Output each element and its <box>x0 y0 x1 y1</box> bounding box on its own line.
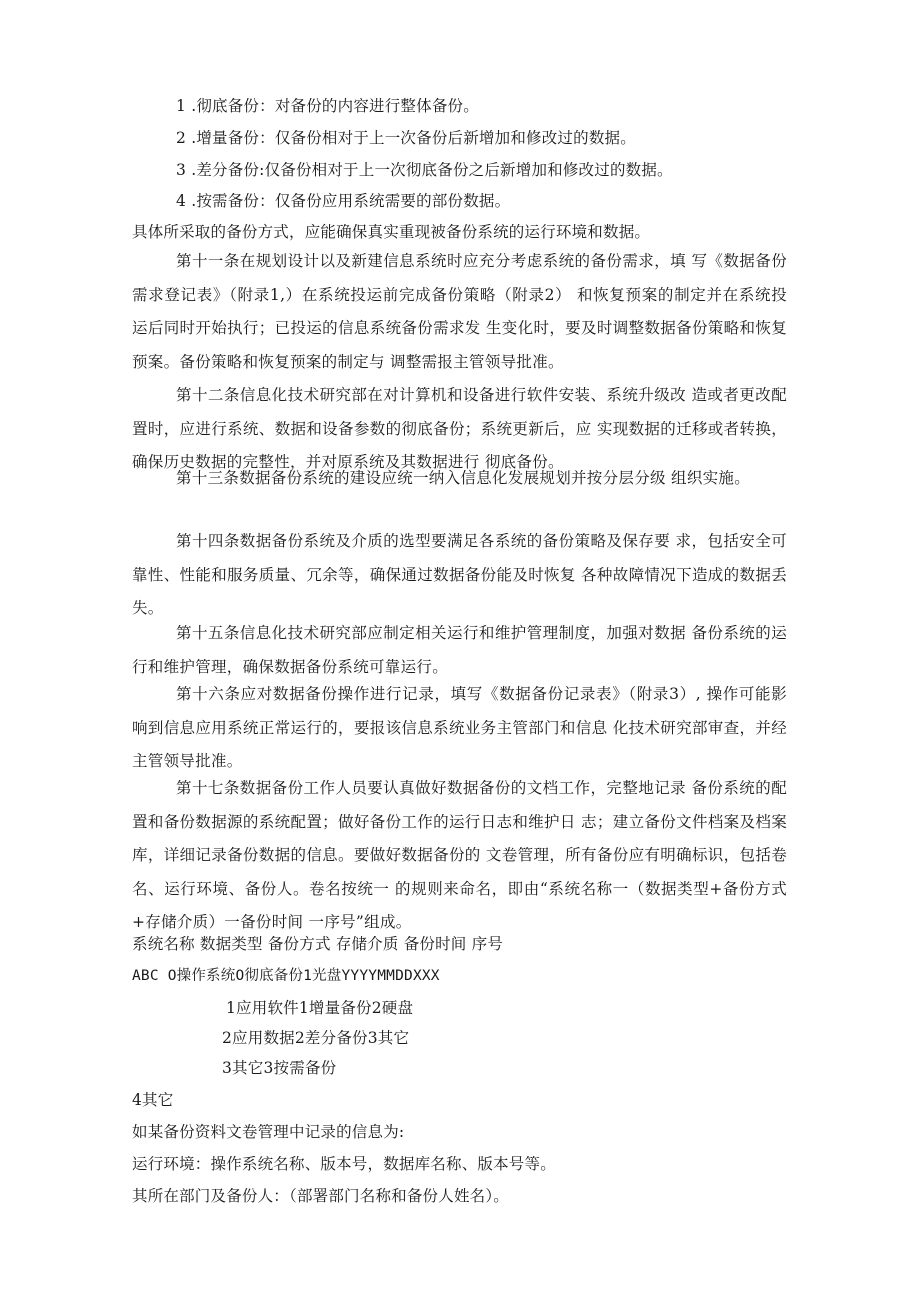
article-17: 第十七条数据备份工作人员要认真做好数据备份的文档工作，完整地记录 备份系统的配置和备份数据源的系统配置；做好备份工作的运行日志和维护日 志；建立备份文件档案及档案库，详细记录备份数据的信息。要做好数据备份的 文卷管理，所有备份应有明确标识，包括卷名、运行环境、备份人。卷名按统一 的规则来命名，即由“系统名称一（数据类型+备份方式+存储介质）一备份时间 一序号”组成。 <box>132 779 787 931</box>
naming-table-row: ABC O操作系统O彻底备份1光盘YYYYMMDDXXX <box>132 968 440 984</box>
naming-table-row: 4其它 <box>132 1091 174 1109</box>
naming-table-row: 3其它3按需备份 <box>222 1059 337 1077</box>
naming-table-row: 2应用数据2差分备份3其它 <box>222 1029 410 1047</box>
list-item-full-backup: 1 .彻底备份：对备份的内容进行整体备份。 <box>176 97 479 115</box>
backup-method-note: 具体所采取的备份方式，应能确保真实重现被备份系统的运行环境和数据。 <box>132 223 651 241</box>
closing-line-department: 其所在部门及备份人：（部署部门名称和备份人姓名）。 <box>132 1187 510 1205</box>
article-15: 第十五条信息化技术研究部应制定相关运行和维护管理制度，加强对数据 备份系统的运行和维护管理，确保数据备份系统可靠运行。 <box>132 624 787 676</box>
closing-line-environment: 运行环境：操作系统名称、版本号，数据库名称、版本号等。 <box>132 1155 556 1173</box>
list-item-differential-backup: 3 .差分备份:仅备份相对于上一次彻底备份之后新增加和修改过的数据。 <box>176 161 673 179</box>
list-item-incremental-backup: 2 .增量备份：仅备份相对于上一次备份后新增加和修改过的数据。 <box>176 129 636 147</box>
article-11: 第十一条在规划设计以及新建信息系统时应充分考虑系统的备份需求，填 写《数据备份需求登记表》（附录1,）在系统投运前完成备份策略（附录2） 和恢复预案的制定并在系统投运后同时开始执行；已投运的信息系统备份需求发 生变化时，要及时调整数据备份策略和恢复预案。备份策略和恢复预案的制定与 调整需报主管领导批准。 <box>132 252 787 371</box>
list-item-on-demand-backup: 4 .按需备份：仅备份应用系统需要的部份数据。 <box>176 192 511 210</box>
article-14: 第十四条数据备份系统及介质的选型要满足各系统的备份策略及保存要 求，包括安全可靠性、性能和服务质量、冗余等，确保通过数据备份能及时恢复 各种故障情况下造成的数据丢失。 <box>132 532 787 617</box>
naming-table-header: 系统名称 数据类型 备份方式 存储介质 备份时间 序号 <box>132 935 504 953</box>
article-16: 第十六条应对数据备份操作进行记录，填写《数据备份记录表》（附录3）, 操作可能影响到信息应用系统正常运行的，要报该信息系统业务主管部门和信息 化技术研究部审查，并经主管领导批准。 <box>132 685 787 770</box>
naming-table-row: 1应用软件1增量备份2硬盘 <box>226 999 414 1017</box>
article-13: 第十三条数据备份系统的建设应统一纳入信息化发展规划并按分层分级 组织实施。 <box>176 469 751 487</box>
closing-line-example: 如某备份资料文卷管理中记录的信息为: <box>132 1123 405 1141</box>
article-12: 第十二条信息化技术研究部在对计算机和设备进行软件安装、系统升级改 造或者更改配置时，应进行系统、数据和设备参数的彻底备份；系统更新后，应 实现数据的迁移或者转换，确保历史数据的完整性，并对原系统及其数据进行 彻底备份。 <box>132 386 787 471</box>
